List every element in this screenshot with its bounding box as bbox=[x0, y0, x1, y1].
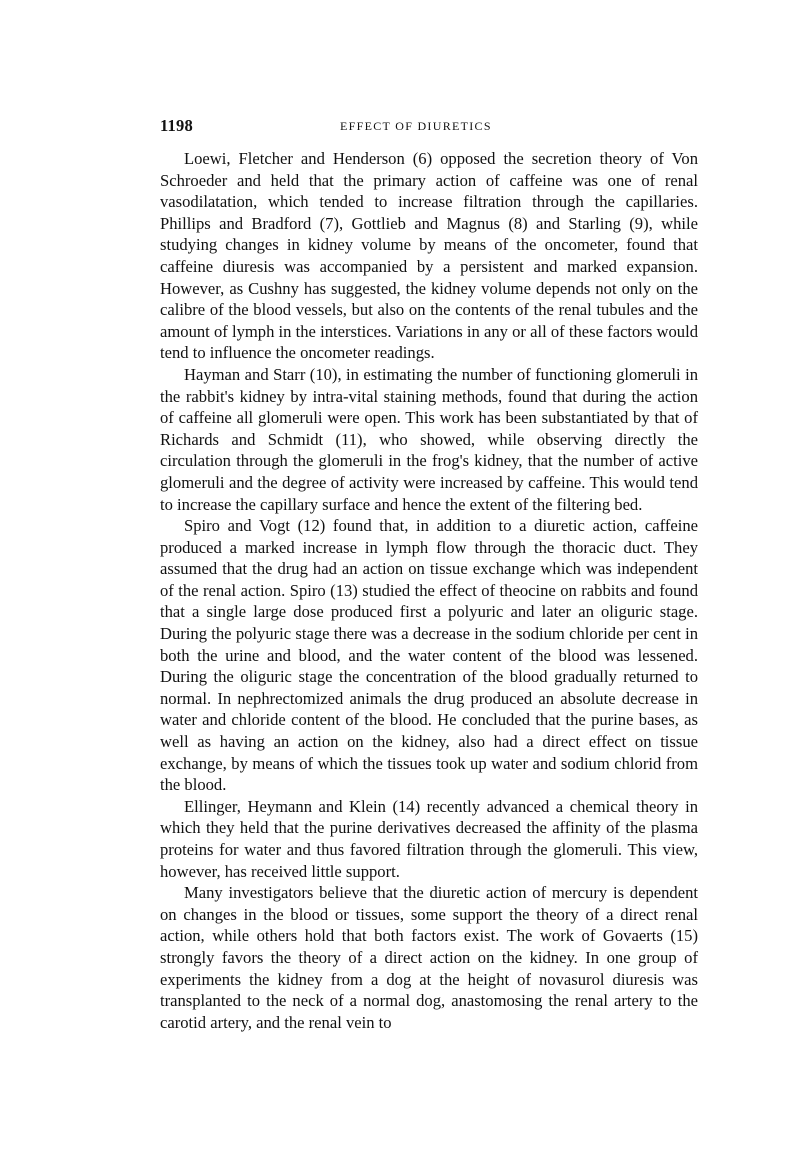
paragraph-hayman: Hayman and Starr (10), in estimating the number of functioning glomeruli in the rabbit's kidney by intra-vital staining methods, found that during the action of caffeine all glomeruli were open. This work has been substantiated by that of Richards and Schmidt (11), who showed, while observing directly the circulation through the glomeruli in the frog's kidney, that the number of active glomeruli and the degree of activity were increased by caffeine. This would tend to increase the capillary surface and hence the extent of the filtering bed. bbox=[160, 364, 698, 514]
paragraph-spiro: Spiro and Vogt (12) found that, in addition to a diuretic action, caffeine produced a marked increase in lymph flow through the thoracic duct. They assumed that the drug had an action on tissue exchange which was independent of the renal action. Spiro (13) studied the effect of theocine on rabbits and found that a single large dose produced first a polyuric and later an oliguric stage. During the polyuric stage there was a decrease in the sodium chloride per cent in both the urine and blood, and the water content of the blood was lessened. During the oliguric stage the concentration of the blood gradually returned to normal. In nephrectomized animals the drug produced an absolute decrease in water and chloride content of the blood. He concluded that the purine bases, as well as having an action on the kidney, also had a direct effect on tissue exchange, by means of which the tissues took up water and sodium chlorid from the blood. bbox=[160, 516, 698, 795]
paragraph-ellinger: Ellinger, Heymann and Klein (14) recently advanced a chemical theory in which they held that the purine derivatives decreased the affinity of the plasma proteins for water and thus favored filtration through the glomeruli. This view, however, has received little support. bbox=[160, 796, 698, 881]
paragraph-loewi: Loewi, Fletcher and Henderson (6) opposed the secretion theory of Von Schroeder and held that the primary action of caffeine was one of renal vasodilatation, which tended to increase filtration through the capillaries. Phillips and Bradford (7), Gottlieb and Magnus (8) and Starling (9), while studying changes in kidney volume by means of the oncometer, found that caffeine diuresis was accompanied by a persistent and marked expansion. However, as Cushny has suggested, the kidney volume depends not only on the calibre of the blood vessels, but also on the contents of the renal tubules and the amount of lymph in the interstices. Variations in any or all of these factors would tend to influence the oncometer readings. bbox=[160, 149, 698, 363]
paragraph-mercury: Many investigators believe that the diuretic action of mercury is dependent on changes in the blood or tissues, some support the theory of a direct renal action, while others hold that both factors exist. The work of Govaerts (15) strongly favors the theory of a direct action on the kidney. In one group of experiments the kidney from a dog at the height of novasurol diuresis was transplanted to the neck of a normal dog, anastomosing the renal artery to the carotid artery, and the renal vein to bbox=[160, 883, 698, 1032]
page-number: 1198 bbox=[160, 116, 193, 135]
journal-page bbox=[160, 116, 698, 1033]
body-text bbox=[160, 148, 698, 1033]
running-head bbox=[160, 116, 698, 138]
running-title: EFFECT OF DIURETICS bbox=[340, 119, 492, 133]
